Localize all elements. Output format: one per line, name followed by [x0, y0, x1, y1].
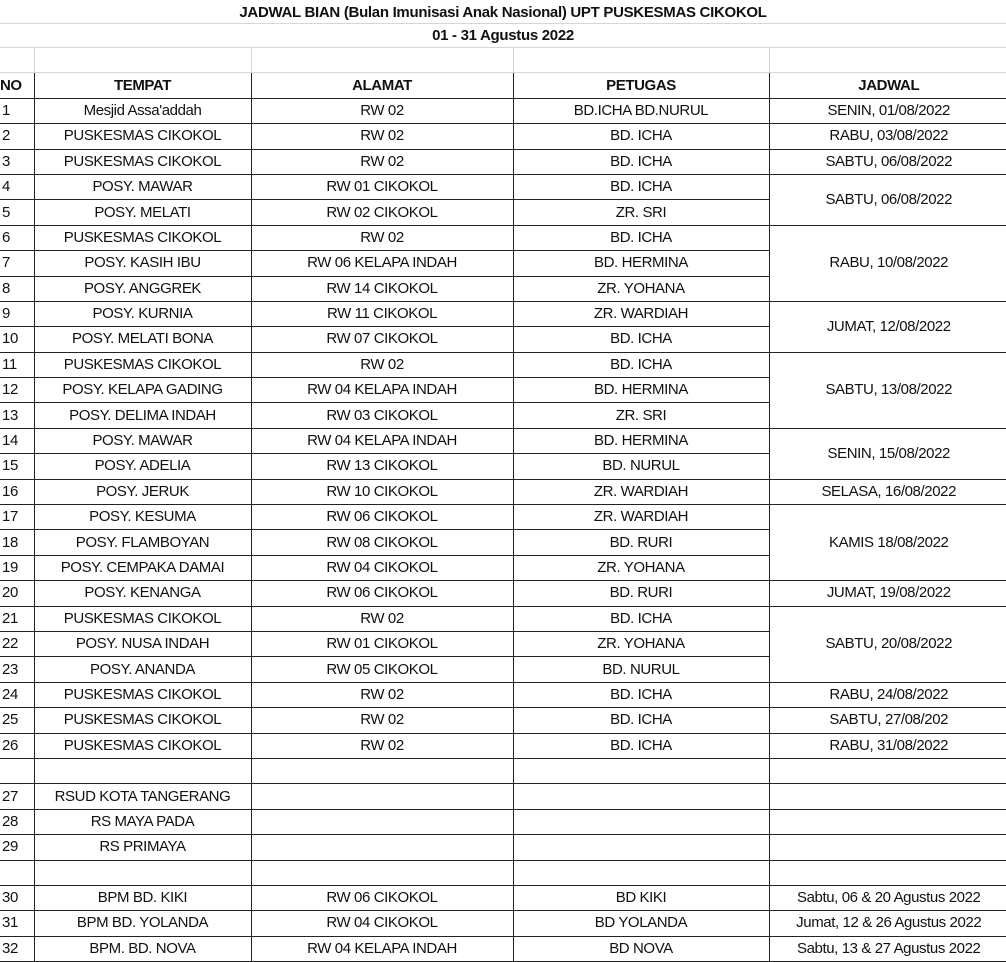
cell-no[interactable]: 2 [0, 124, 34, 149]
table-row [0, 733, 1006, 758]
cell-alamat[interactable]: RW 02 [251, 98, 513, 123]
cell-tempat[interactable]: POSY. KESUMA [34, 505, 251, 530]
cell-petugas[interactable]: BD. ICHA [513, 708, 769, 733]
cell-alamat[interactable]: RW 10 CIKOKOL [251, 479, 513, 504]
cell-tempat[interactable]: POSY. KURNIA [34, 301, 251, 326]
cell-alamat[interactable]: RW 02 [251, 225, 513, 250]
table-row [0, 708, 1006, 733]
cell-tempat[interactable]: POSY. JERUK [34, 479, 251, 504]
cell-alamat[interactable]: RW 02 [251, 708, 513, 733]
cell-jadwal[interactable]: RABU, 03/08/2022 [769, 124, 1006, 149]
cell-alamat[interactable]: RW 08 CIKOKOL [251, 530, 513, 555]
cell-petugas[interactable]: ZR. YOHANA [513, 631, 769, 656]
cell-tempat[interactable]: POSY. KELAPA GADING [34, 378, 251, 403]
cell-alamat[interactable]: RW 04 KELAPA INDAH [251, 428, 513, 453]
cell[interactable] [0, 48, 34, 73]
table-row [0, 606, 1006, 631]
cell-tempat[interactable]: POSY. ADELIA [34, 454, 251, 479]
cell-petugas[interactable] [513, 809, 769, 834]
cell-petugas[interactable]: BD. RURI [513, 530, 769, 555]
header-petugas[interactable]: PETUGAS [513, 73, 769, 98]
cell-tempat[interactable]: RS MAYA PADA [34, 809, 251, 834]
cell-no[interactable]: 30 [0, 885, 34, 910]
cell-alamat[interactable]: RW 02 CIKOKOL [251, 200, 513, 225]
cell-petugas[interactable]: BD YOLANDA [513, 911, 769, 936]
table-row [0, 174, 1006, 199]
cell-alamat[interactable]: RW 04 CIKOKOL [251, 911, 513, 936]
cell-tempat[interactable]: POSY. MELATI [34, 200, 251, 225]
schedule-table [0, 48, 1006, 962]
cell-tempat[interactable]: BPM. BD. NOVA [34, 936, 251, 961]
table-row [0, 301, 1006, 326]
cell-petugas[interactable]: ZR. WARDIAH [513, 301, 769, 326]
cell[interactable] [769, 48, 1006, 73]
table-row [0, 479, 1006, 504]
cell-no[interactable]: 22 [0, 631, 34, 656]
cell-alamat[interactable]: RW 04 KELAPA INDAH [251, 378, 513, 403]
cell-petugas[interactable]: BD KIKI [513, 885, 769, 910]
cell-tempat[interactable]: POSY. MELATI BONA [34, 327, 251, 352]
cell-alamat[interactable]: RW 02 [251, 606, 513, 631]
cell-alamat[interactable]: RW 06 CIKOKOL [251, 581, 513, 606]
cell-no[interactable] [0, 860, 34, 885]
cell-petugas[interactable]: ZR. WARDIAH [513, 479, 769, 504]
cell-no[interactable]: 20 [0, 581, 34, 606]
cell-petugas[interactable] [513, 835, 769, 860]
cell-no[interactable]: 8 [0, 276, 34, 301]
cell[interactable] [513, 48, 769, 73]
cell-tempat[interactable] [34, 860, 251, 885]
table-row [0, 885, 1006, 910]
cell-alamat[interactable]: RW 07 CIKOKOL [251, 327, 513, 352]
cell-jadwal[interactable] [769, 758, 1006, 783]
cell-alamat[interactable]: RW 02 [251, 682, 513, 707]
spacer-row [0, 48, 1006, 73]
cell-no[interactable]: 24 [0, 682, 34, 707]
cell-alamat[interactable]: RW 06 KELAPA INDAH [251, 251, 513, 276]
document-subtitle: 01 - 31 Agustus 2022 [0, 23, 1006, 48]
table-row [0, 149, 1006, 174]
cell-jadwal[interactable] [769, 809, 1006, 834]
header-alamat[interactable]: ALAMAT [251, 73, 513, 98]
cell-jadwal[interactable]: SABTU, 13/08/2022 [769, 352, 1006, 428]
cell-alamat[interactable]: RW 14 CIKOKOL [251, 276, 513, 301]
cell-no[interactable]: 16 [0, 479, 34, 504]
cell-jadwal[interactable]: Jumat, 12 & 26 Agustus 2022 [769, 911, 1006, 936]
cell[interactable] [251, 48, 513, 73]
cell-jadwal[interactable] [769, 835, 1006, 860]
cell-jadwal[interactable] [769, 784, 1006, 809]
cell-tempat[interactable]: POSY. ANGGREK [34, 276, 251, 301]
cell-no[interactable]: 3 [0, 149, 34, 174]
cell-tempat[interactable]: PUSKESMAS CIKOKOL [34, 733, 251, 758]
cell-tempat[interactable]: RS PRIMAYA [34, 835, 251, 860]
table-row [0, 98, 1006, 123]
table-row [0, 911, 1006, 936]
cell-no[interactable] [0, 758, 34, 783]
cell-tempat[interactable]: BPM BD. YOLANDA [34, 911, 251, 936]
cell-jadwal[interactable]: RABU, 10/08/2022 [769, 225, 1006, 301]
header-tempat[interactable]: TEMPAT [34, 73, 251, 98]
cell-tempat[interactable] [34, 758, 251, 783]
cell-petugas[interactable]: BD. HERMINA [513, 251, 769, 276]
cell-alamat[interactable] [251, 835, 513, 860]
cell-alamat[interactable]: RW 02 [251, 124, 513, 149]
cell-petugas[interactable]: BD. ICHA [513, 682, 769, 707]
cell-alamat[interactable] [251, 784, 513, 809]
cell-no[interactable]: 11 [0, 352, 34, 377]
header-no[interactable]: NO [0, 73, 34, 98]
cell-jadwal[interactable]: SABTU, 06/08/2022 [769, 149, 1006, 174]
table-row [0, 124, 1006, 149]
cell-tempat[interactable]: PUSKESMAS CIKOKOL [34, 124, 251, 149]
cell-tempat[interactable]: POSY. FLAMBOYAN [34, 530, 251, 555]
cell-tempat[interactable]: BPM BD. KIKI [34, 885, 251, 910]
cell-jadwal[interactable]: JUMAT, 12/08/2022 [769, 301, 1006, 352]
cell-tempat[interactable]: PUSKESMAS CIKOKOL [34, 682, 251, 707]
cell-petugas[interactable]: BD NOVA [513, 936, 769, 961]
cell-alamat[interactable]: RW 11 CIKOKOL [251, 301, 513, 326]
cell-tempat[interactable]: PUSKESMAS CIKOKOL [34, 352, 251, 377]
cell-petugas[interactable]: BD. ICHA [513, 174, 769, 199]
cell-alamat[interactable]: RW 02 [251, 352, 513, 377]
table-row [0, 809, 1006, 834]
cell[interactable] [34, 48, 251, 73]
cell-tempat[interactable]: POSY. MAWAR [34, 174, 251, 199]
table-row [0, 581, 1006, 606]
cell-tempat[interactable]: POSY. DELIMA INDAH [34, 403, 251, 428]
cell-no[interactable]: 5 [0, 200, 34, 225]
cell-tempat[interactable]: POSY. CEMPAKA DAMAI [34, 555, 251, 580]
cell-tempat[interactable]: PUSKESMAS CIKOKOL [34, 606, 251, 631]
cell-no[interactable]: 9 [0, 301, 34, 326]
table-row [0, 505, 1006, 530]
cell-no[interactable]: 26 [0, 733, 34, 758]
cell-alamat[interactable]: RW 03 CIKOKOL [251, 403, 513, 428]
document-title: JADWAL BIAN (Bulan Imunisasi Anak Nasional) UPT PUSKESMAS CIKOKOL [0, 0, 1006, 24]
blank-row [0, 860, 1006, 885]
table-row [0, 682, 1006, 707]
cell-jadwal[interactable]: RABU, 31/08/2022 [769, 733, 1006, 758]
cell-petugas[interactable]: BD. NURUL [513, 657, 769, 682]
cell-jadwal[interactable]: Sabtu, 13 & 27 Agustus 2022 [769, 936, 1006, 961]
cell-alamat[interactable] [251, 860, 513, 885]
cell-jadwal[interactable]: SABTU, 06/08/2022 [769, 174, 1006, 225]
cell-petugas[interactable]: BD. ICHA [513, 327, 769, 352]
cell-alamat[interactable]: RW 13 CIKOKOL [251, 454, 513, 479]
cell-petugas[interactable]: BD.ICHA BD.NURUL [513, 98, 769, 123]
cell-no[interactable]: 12 [0, 378, 34, 403]
cell-no[interactable]: 10 [0, 327, 34, 352]
cell-alamat[interactable]: RW 06 CIKOKOL [251, 505, 513, 530]
cell-petugas[interactable]: ZR. YOHANA [513, 276, 769, 301]
cell-alamat[interactable]: RW 04 KELAPA INDAH [251, 936, 513, 961]
cell-alamat[interactable]: RW 02 [251, 149, 513, 174]
cell-tempat[interactable]: PUSKESMAS CIKOKOL [34, 149, 251, 174]
cell-no[interactable]: 6 [0, 225, 34, 250]
header-row [0, 73, 1006, 98]
cell-no[interactable]: 17 [0, 505, 34, 530]
cell-jadwal[interactable]: SENIN, 01/08/2022 [769, 98, 1006, 123]
cell-jadwal[interactable]: SABTU, 20/08/2022 [769, 606, 1006, 682]
cell-tempat[interactable]: Mesjid Assa'addah [34, 98, 251, 123]
cell-no[interactable]: 32 [0, 936, 34, 961]
cell-petugas[interactable]: BD. ICHA [513, 124, 769, 149]
cell-alamat[interactable] [251, 809, 513, 834]
cell-no[interactable]: 21 [0, 606, 34, 631]
cell-no[interactable]: 7 [0, 251, 34, 276]
cell-jadwal[interactable]: JUMAT, 19/08/2022 [769, 581, 1006, 606]
cell-tempat[interactable]: PUSKESMAS CIKOKOL [34, 225, 251, 250]
cell-alamat[interactable]: RW 04 CIKOKOL [251, 555, 513, 580]
table-row [0, 784, 1006, 809]
cell-petugas[interactable]: BD. HERMINA [513, 428, 769, 453]
cell-petugas[interactable]: BD. ICHA [513, 606, 769, 631]
table-row [0, 428, 1006, 453]
cell-petugas[interactable]: ZR. SRI [513, 403, 769, 428]
cell-jadwal[interactable]: RABU, 24/08/2022 [769, 682, 1006, 707]
cell-no[interactable]: 4 [0, 174, 34, 199]
blank-row [0, 758, 1006, 783]
cell-petugas[interactable]: ZR. SRI [513, 200, 769, 225]
cell-petugas[interactable] [513, 860, 769, 885]
cell-no[interactable]: 28 [0, 809, 34, 834]
cell-no[interactable]: 13 [0, 403, 34, 428]
cell-petugas[interactable] [513, 784, 769, 809]
cell-alamat[interactable]: RW 02 [251, 733, 513, 758]
cell-no[interactable]: 15 [0, 454, 34, 479]
cell-no[interactable]: 25 [0, 708, 34, 733]
cell-no[interactable]: 14 [0, 428, 34, 453]
cell-tempat[interactable]: POSY. KENANGA [34, 581, 251, 606]
table-row [0, 225, 1006, 250]
cell-no[interactable]: 23 [0, 657, 34, 682]
cell-petugas[interactable] [513, 758, 769, 783]
cell-tempat[interactable]: POSY. NUSA INDAH [34, 631, 251, 656]
cell-petugas[interactable]: BD. ICHA [513, 225, 769, 250]
cell-petugas[interactable]: BD. NURUL [513, 454, 769, 479]
header-jadwal[interactable]: JADWAL [769, 73, 1006, 98]
cell-no[interactable]: 19 [0, 555, 34, 580]
cell-jadwal[interactable]: KAMIS 18/08/2022 [769, 505, 1006, 581]
cell-tempat[interactable]: POSY. MAWAR [34, 428, 251, 453]
cell-jadwal[interactable]: SELASA, 16/08/2022 [769, 479, 1006, 504]
cell-petugas[interactable]: BD. RURI [513, 581, 769, 606]
cell-petugas[interactable]: ZR. WARDIAH [513, 505, 769, 530]
cell-no[interactable]: 31 [0, 911, 34, 936]
cell-jadwal[interactable]: SABTU, 27/08/202 [769, 708, 1006, 733]
cell-jadwal[interactable]: SENIN, 15/08/2022 [769, 428, 1006, 479]
cell-alamat[interactable]: RW 01 CIKOKOL [251, 631, 513, 656]
cell-alamat[interactable]: RW 06 CIKOKOL [251, 885, 513, 910]
cell-no[interactable]: 1 [0, 98, 34, 123]
cell-jadwal[interactable] [769, 860, 1006, 885]
cell-petugas[interactable]: BD. ICHA [513, 733, 769, 758]
cell-alamat[interactable]: RW 05 CIKOKOL [251, 657, 513, 682]
cell-tempat[interactable]: PUSKESMAS CIKOKOL [34, 708, 251, 733]
cell-alamat[interactable] [251, 758, 513, 783]
cell-alamat[interactable]: RW 01 CIKOKOL [251, 174, 513, 199]
cell-jadwal[interactable]: Sabtu, 06 & 20 Agustus 2022 [769, 885, 1006, 910]
cell-petugas[interactable]: BD. HERMINA [513, 378, 769, 403]
cell-tempat[interactable]: POSY. ANANDA [34, 657, 251, 682]
table-row [0, 352, 1006, 377]
cell-no[interactable]: 27 [0, 784, 34, 809]
table-row [0, 835, 1006, 860]
cell-no[interactable]: 18 [0, 530, 34, 555]
cell-no[interactable]: 29 [0, 835, 34, 860]
cell-tempat[interactable]: POSY. KASIH IBU [34, 251, 251, 276]
cell-petugas[interactable]: ZR. YOHANA [513, 555, 769, 580]
cell-petugas[interactable]: BD. ICHA [513, 149, 769, 174]
cell-tempat[interactable]: RSUD KOTA TANGERANG [34, 784, 251, 809]
cell-petugas[interactable]: BD. ICHA [513, 352, 769, 377]
